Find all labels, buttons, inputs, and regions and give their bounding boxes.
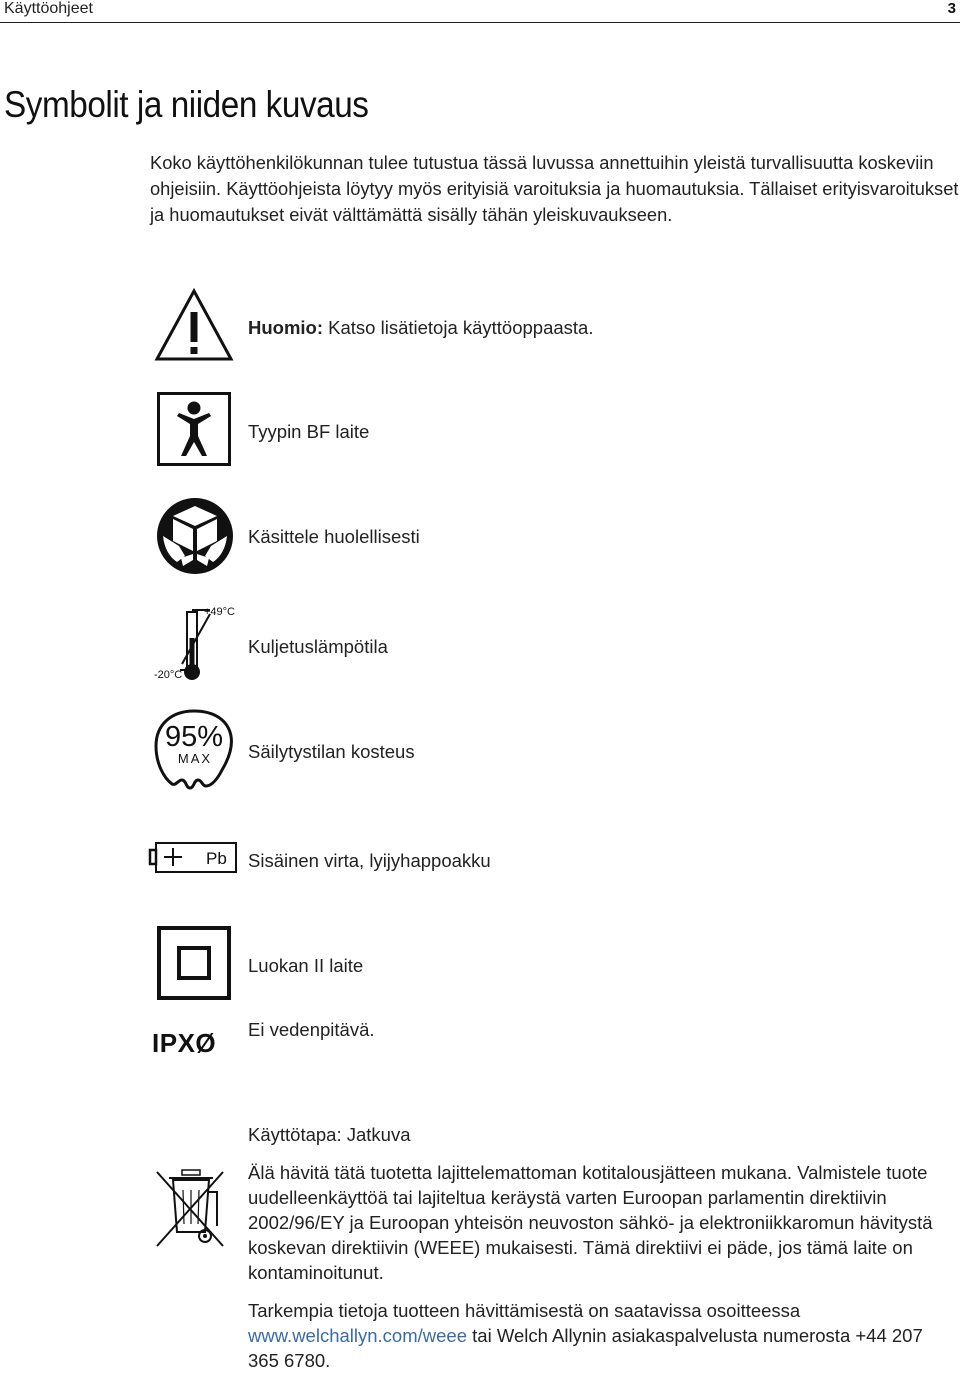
ipx-label: Ei vedenpitävä. xyxy=(248,1019,375,1040)
info-text-after: tai Welch Allynin asiakaspalvelusta numerosta +44 207 365 6780. xyxy=(248,1325,923,1371)
humidity-label: Säilytystilan kosteus xyxy=(248,741,415,762)
caution-label xyxy=(248,317,594,339)
double-square-icon xyxy=(157,926,231,1000)
mode-label: Käyttötapa: Jatkuva xyxy=(248,1124,411,1145)
weee-paragraph: Älä hävitä tätä tuotetta lajittelemattoman kotitalousjätteen mukana. Valmistele tuote uudelleenkäyttöä tai lajiteltua keräystä varten Euroopan parlamentin direktiivin 2002/96/EY ja Euroopan yhteisön neuvoston sähkö- ja elektroniikkaromun hävitystä koskevan direktiivin (WEEE) mukaisesti. Tämä direktiivi ei päde, jos tämä laite on kontaminoitunut. xyxy=(248,1162,933,1283)
page-title: Symbolit ja niiden kuvaus xyxy=(4,84,369,125)
temperature-label: Kuljetuslämpötila xyxy=(248,636,388,657)
page-number: 3 xyxy=(947,0,956,17)
fragile-label: Käsittele huolellisesti xyxy=(248,526,420,547)
weee-link[interactable]: www.welchallyn.com/weee xyxy=(248,1325,468,1346)
warning-triangle-icon xyxy=(154,288,234,362)
ipx-symbol: IPXØ xyxy=(152,1028,217,1058)
temp-min: -20°C xyxy=(154,669,183,681)
caution-bold: Huomio: xyxy=(248,317,324,338)
class2-label: Luokan II laite xyxy=(248,955,364,976)
battery-chem: Pb xyxy=(206,849,227,868)
humidity-icon xyxy=(152,708,236,792)
info-text-before: Tarkempia tietoja tuotteen hävittämisestä on saatavissa osoitteessa xyxy=(248,1300,801,1321)
bf-label: Tyypin BF laite xyxy=(248,421,370,442)
crossed-bin-icon xyxy=(155,1166,231,1250)
temp-max: +49°C xyxy=(204,606,236,618)
thermometer-icon xyxy=(152,600,242,684)
caution-text: Katso lisätietoja käyttöoppaasta. xyxy=(323,317,594,338)
humidity-value: 95% xyxy=(164,721,224,753)
header-section-title: Käyttöohjeet xyxy=(4,0,93,17)
handle-with-care-icon xyxy=(155,496,235,576)
humidity-max: MAX xyxy=(177,751,213,766)
battery-icon xyxy=(148,838,238,878)
battery-label: Sisäinen virta, lyijyhappoakku xyxy=(248,850,491,871)
intro-paragraph: Koko käyttöhenkilökunnan tulee tutustua tässä luvussa annettuihin yleistä turvallisuutta koskeviin ohjeisiin. Käyttöohjeista löytyy myös erityisiä varoituksia ja huomautuksia. Tällaiset erityisvaroitukset ja huomautukset eivät välttämättä sisälly tähän yleiskuvaukseen. xyxy=(150,152,959,225)
disposal-info-paragraph xyxy=(248,1298,948,1373)
page-header xyxy=(0,0,960,23)
bf-applied-part-icon xyxy=(157,392,231,466)
